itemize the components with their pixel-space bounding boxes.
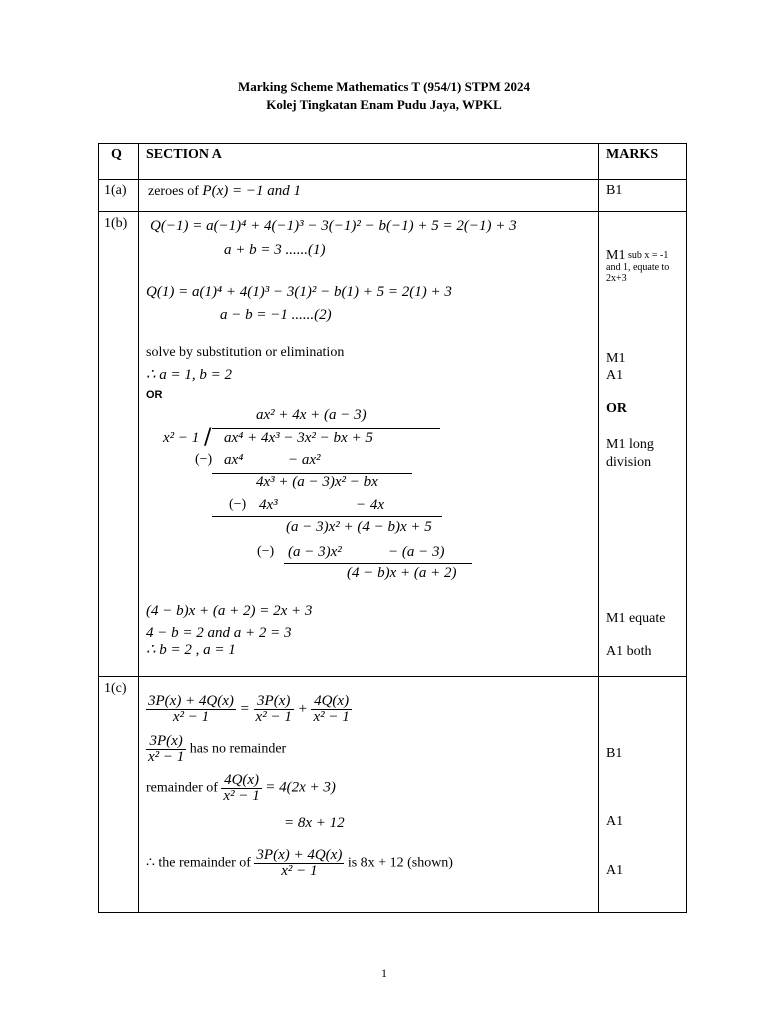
q1c-frac-sum <box>146 694 236 725</box>
q1b-eq1b: a + b = 3 ......(1) <box>224 242 326 258</box>
division-bar <box>212 428 440 429</box>
q1b-mark4-text: M1 long division <box>606 437 654 470</box>
q1c-frac-q2 <box>221 773 261 804</box>
q1c-frac-p <box>254 694 294 725</box>
row-divider-header <box>98 179 687 180</box>
q1c-no-remainder-text: has no remainder <box>189 741 287 757</box>
q1b-mark1-note: sub x = -1 and 1, equate to 2x+3 <box>606 250 670 284</box>
division-divisor: x² − 1 <box>163 430 200 446</box>
header-section: SECTION A <box>146 147 222 162</box>
q1c-frac-sum-den: x² − 1 <box>172 709 210 725</box>
division-sub1: ax⁴ <box>224 452 244 468</box>
row-divider-1a <box>98 211 687 212</box>
division-line3 <box>284 563 472 564</box>
division-sub2-sign: (−) <box>229 497 247 512</box>
division-dividend: ax⁴ + 4x³ − 3x² − bx + 5 <box>224 430 373 446</box>
q1c-frac-p2 <box>146 734 186 765</box>
division-rem3: (4 − b)x + (a + 2) <box>347 565 457 581</box>
q1c-frac-sum-num: 3P(x) + 4Q(x) <box>148 693 234 709</box>
q1b-label: 1(b) <box>104 216 128 231</box>
q1c-shown: is 8x + 12 (shown) <box>347 855 453 871</box>
q1c-frac-sum2-num: 3P(x) + 4Q(x) <box>256 847 343 863</box>
column-divider-q <box>138 143 139 913</box>
q1a-text: zeroes of <box>148 184 203 199</box>
division-sub3-sign: (−) <box>257 544 275 559</box>
q1c-remainder-label: remainder of <box>146 780 218 796</box>
q1b-final: ∴ b = 2 , a = 1 <box>146 642 236 658</box>
division-sub3: (a − 3)x² <box>288 544 342 560</box>
q1c-frac-q2-den: x² − 1 <box>223 788 260 804</box>
q1b-mark-or: OR <box>606 401 627 416</box>
q1a-math: P(x) = −1 and 1 <box>202 183 301 199</box>
q1c-frac-q <box>311 694 351 725</box>
division-sub1b: − ax² <box>288 452 321 468</box>
q1c-frac-q2-num: 4Q(x) <box>221 773 261 789</box>
q1c-no-remainder <box>146 734 286 765</box>
division-line2 <box>212 516 442 517</box>
q1a-answer <box>148 184 301 199</box>
q1c-frac-sum2-den: x² − 1 <box>281 863 318 879</box>
q1c-remainder <box>146 773 336 804</box>
division-sub3b: − (a − 3) <box>388 544 445 560</box>
q1b-mark5: M1 equate <box>606 611 666 626</box>
q1b-result: ∴ a = 1, b = 2 <box>146 367 233 383</box>
division-rem2: (a − 3)x² + (4 − b)x + 5 <box>286 519 432 535</box>
q1b-mark3: A1 <box>606 368 624 383</box>
q1c-remainder-value2: = 8x + 12 <box>284 815 345 831</box>
q1c-frac-p-num: 3P(x) <box>254 694 294 710</box>
q1b-eq2: Q(1) = a(1)⁴ + 4(1)³ − 3(1)² − b(1) + 5 = 2(1) + 3 <box>146 284 452 300</box>
q1c-label: 1(c) <box>104 681 127 696</box>
q1c-split <box>146 694 352 725</box>
q1c-frac-p2-den: x² − 1 <box>148 749 185 765</box>
q1c-conclusion <box>146 848 453 879</box>
division-rem1: 4x³ + (a − 3)x² − bx <box>256 474 378 490</box>
q1b-equate: (4 − b)x + (a + 2) = 2x + 3 <box>146 603 313 619</box>
division-quotient: ax² + 4x + (a − 3) <box>256 407 367 423</box>
q1c-frac-sum2 <box>254 848 344 879</box>
q1b-eq1: Q(−1) = a(−1)⁴ + 4(−1)³ − 3(−1)² − b(−1) + 5 = 2(−1) + 3 <box>150 218 517 234</box>
q1a-label: 1(a) <box>104 183 127 198</box>
column-divider-marks <box>598 143 599 913</box>
division-sub2: 4x³ <box>259 497 278 513</box>
document-subtitle: Kolej Tingkatan Enam Pudu Jaya, WPKL <box>266 97 502 112</box>
page-number: 1 <box>381 966 387 980</box>
q1b-mark1-label: M1 <box>606 248 626 263</box>
header-q: Q <box>111 147 122 162</box>
q1b-or: OR <box>146 389 163 401</box>
q1c-therefore: ∴ the remainder of <box>146 855 251 871</box>
q1c-mark1: B1 <box>606 746 623 761</box>
q1c-equals: = <box>239 700 250 717</box>
q1c-frac-p2-num: 3P(x) <box>146 734 186 750</box>
q1c-frac-q-den: x² − 1 <box>313 709 350 725</box>
header-marks: MARKS <box>606 147 659 162</box>
division-sub2b: − 4x <box>356 497 385 513</box>
division-sub1-sign: (−) <box>195 452 213 467</box>
q1c-remainder-value: = 4(2x + 3) <box>265 779 336 796</box>
q1b-compare: 4 − b = 2 and a + 2 = 3 <box>146 625 292 641</box>
division-bracket: / <box>204 425 212 450</box>
q1c-frac-p-den: x² − 1 <box>255 709 292 725</box>
q1c-plus: + <box>297 700 308 717</box>
q1c-mark2: A1 <box>606 814 624 829</box>
q1b-mark2: M1 <box>606 351 626 366</box>
q1b-eq2b: a − b = −1 ......(2) <box>220 307 332 323</box>
q1b-mark4 <box>606 436 676 471</box>
q1b-solve: solve by substitution or elimination <box>146 345 345 360</box>
q1a-mark: B1 <box>606 183 623 198</box>
q1c-frac-q-num: 4Q(x) <box>311 694 351 710</box>
row-divider-1b <box>98 676 687 677</box>
q1b-mark6: A1 both <box>606 644 652 659</box>
q1c-mark3: A1 <box>606 863 624 878</box>
document-title: Marking Scheme Mathematics T (954/1) STPM 2024 <box>238 79 530 94</box>
